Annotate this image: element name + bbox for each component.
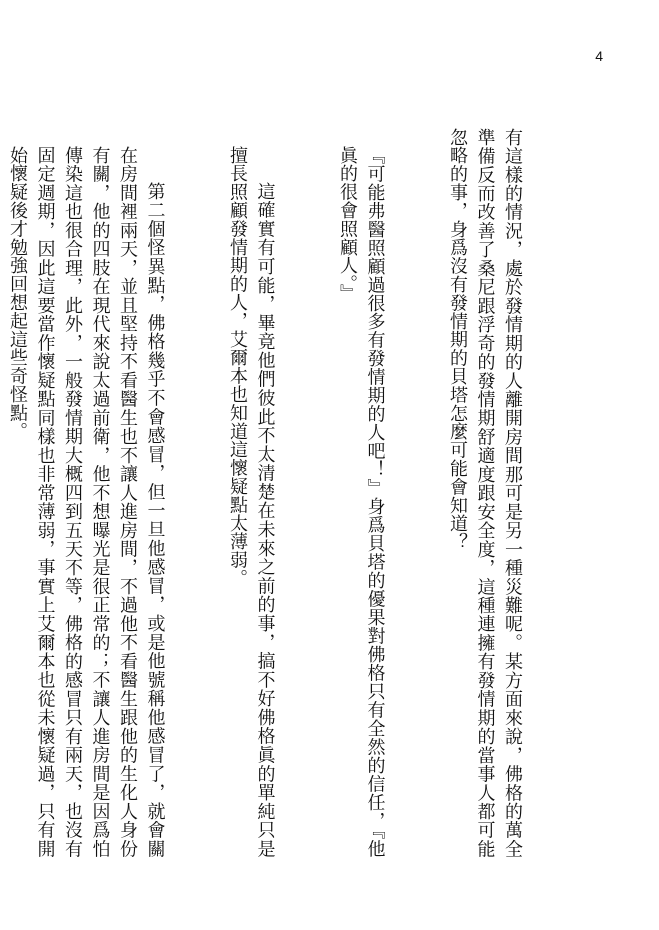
paragraph-2: 『可能弗醫照顧過很多有發情期的人吧！』身爲貝塔的優果對佛格只有全然的信任，『他眞的很會照顧人。』 [337, 146, 386, 858]
vertical-text-body [0, 128, 581, 858]
paragraph-4: 第二個怪異點，佛格幾乎不會感冒，但一旦他感冒，或是他號稱他感冒了，就會關在房間裡兩天，並且堅持不看醫生也不讓人進房間，不過他不看醫生跟他的生化人身份有關，他的四肢在現代來說太過前衛，他不想曝光是很正常的；不讓人進房間是因爲怕傳染這也很合理，此外，一般發情期大概四到五天不等，佛格的感冒只有兩天，也沒有固定週期，因此這要當作懷疑點同樣也非常薄弱，事實上艾爾本也從未懷疑過，只有開始懷疑後才勉強回想起這些奇怪點。 [7, 146, 166, 858]
page-number: 4 [595, 48, 603, 64]
paragraph-3: 這確實有可能，畢竟他們彼此不太清楚在未來之前的事，搞不好佛格眞的單純只是擅長照顧發情期的人，艾爾本也知道這懷疑點太薄弱。 [227, 146, 276, 858]
paragraph-1: 有這樣的情況，處於發情期的人離開房間那可是另一種災難呢。某方面來說，佛格的萬全準備反而改善了桑尼跟浮奇的發情期舒適度跟安全度，這種連擁有發情期的當事人都可能忽略的事，身爲沒有發情期的貝塔怎麼可能會知道？ [447, 128, 523, 858]
